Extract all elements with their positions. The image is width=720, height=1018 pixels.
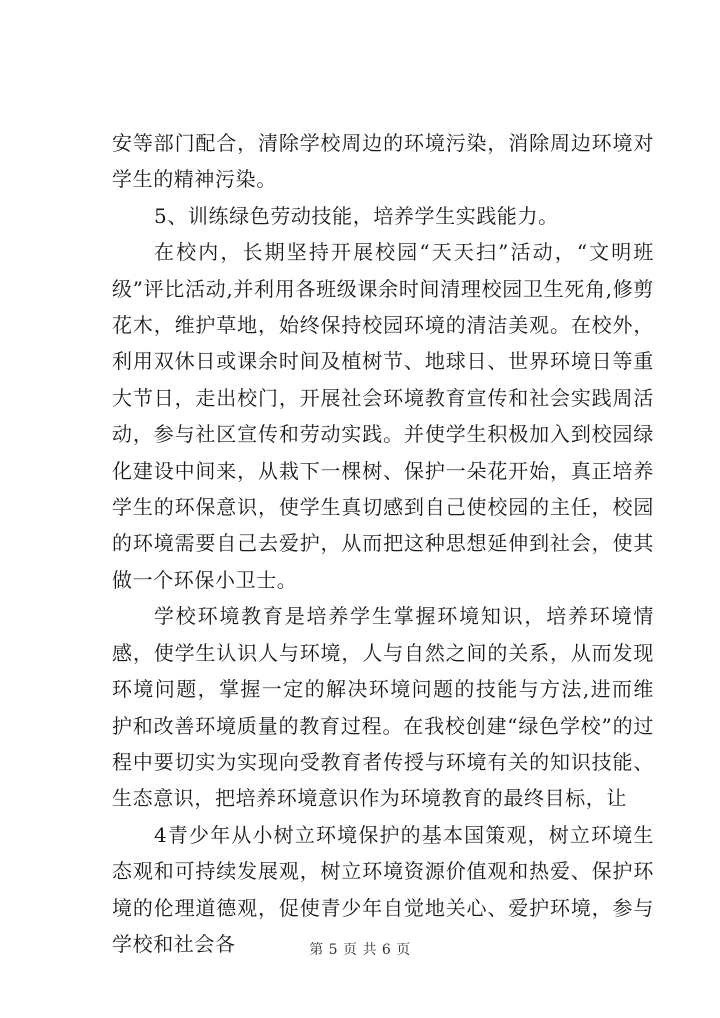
paragraph-5: 4青少年从小树立环境保护的基本国策观，树立环境生态观和可持续发展观，树立环境资源价值观和热爱、保护环境的伦理道德观，促使青少年自觉地关心、爱护环境，参与学校和社会各 xyxy=(112,822,654,956)
paragraph-2: 5、训练绿色劳动技能，培养学生实践能力。 xyxy=(154,203,559,228)
paragraph-3: 在校内，长期坚持开展校园“天天扫”活动，“文明班级”评比活动,并利用各班级课余时间清理校园卫生死角,修剪花木，维护草地，始终保持校园环境的清洁美观。在校外，利用双休日或课余时间及植树节、地球日、世界环境日等重大节日，走出校门，开展社会环境教育宣传和社会实践周活动，参与社区宣传和劳动实践。并使学生积极加入到校园绿化建设中间来，从栽下一棵树、保护一朵花开始，真正培养学生的环保意识，使学生真切感到自己使校园的主任，校园的环境需要自己去爱护，从而把这种思想延伸到社会，使其做一个环保小卫士。 xyxy=(112,240,654,592)
page-number-footer: 第 5 页 共 6 页 xyxy=(309,942,411,958)
document-body xyxy=(112,125,654,962)
paragraph-4: 学校环境教育是培养学生掌握环境知识，培养环境情感，使学生认识人与环境，人与自然之间的关系，从而发现环境问题，掌握一定的解决环境问题的技能与方法,进而维护和改善环境质量的教育过程。在我校创建“绿色学校”的过程中要切实为实现向受教育者传授与环境有关的知识技能、生态意识，把培养环境意识作为环境教育的最终目标，让 xyxy=(112,604,654,811)
paragraph-1: 安等部门配合，清除学校周边的环境污染，消除周边环境对学生的精神污染。 xyxy=(112,131,654,192)
